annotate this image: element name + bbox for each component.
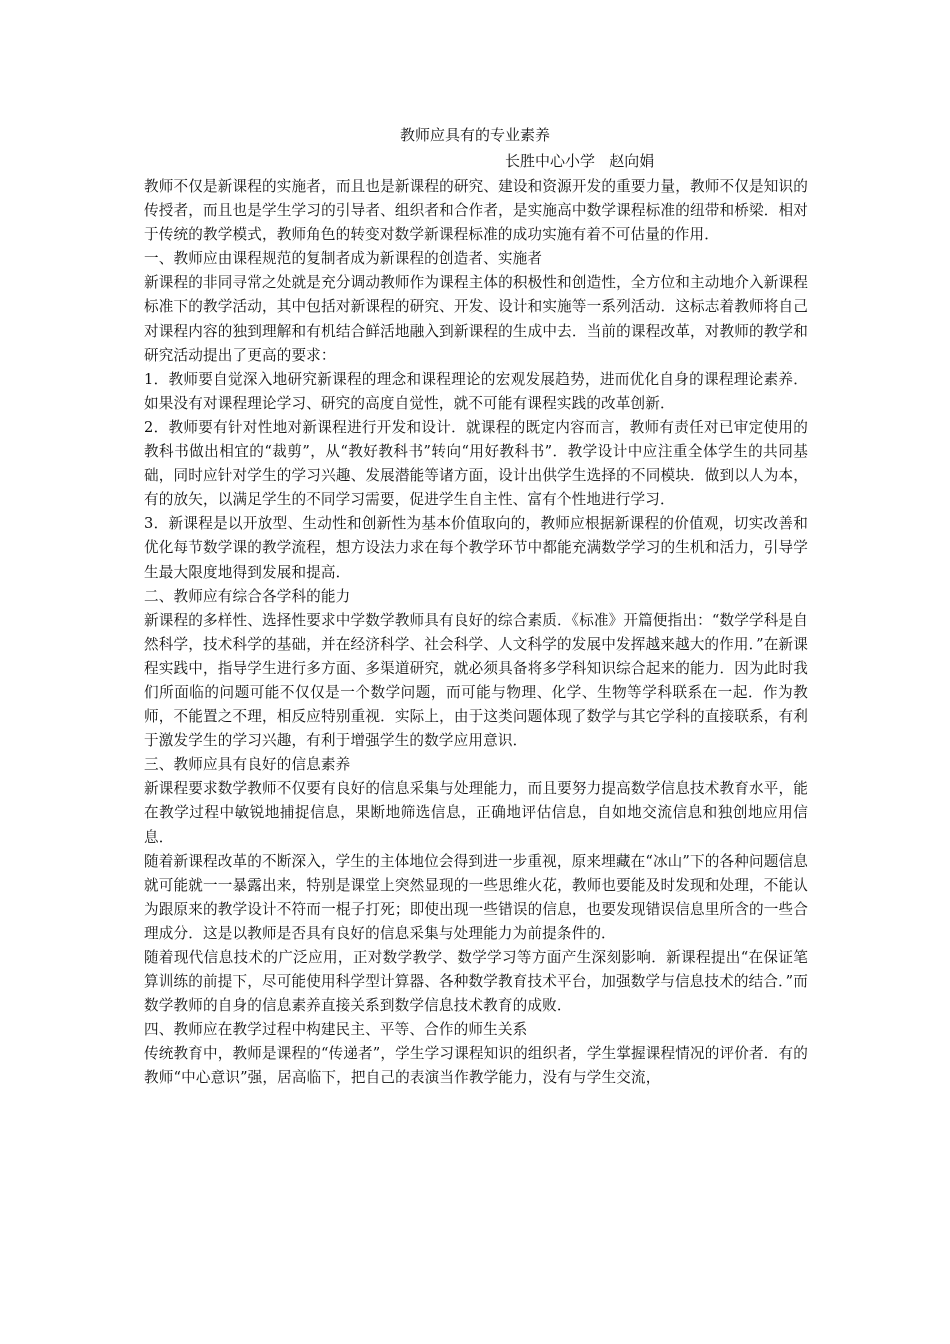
paragraph: 新课程要求数学教师不仅要有良好的信息采集与处理能力，而且要努力提高数学信息技术教育水平，能在教学过程中敏锐地捕捉信息，果断地筛选信息，正确地评估信息，自如地交流信息和独创地应用信息．	[144, 780, 808, 846]
document-body	[144, 175, 808, 1091]
section-heading-3: 三、教师应具有良好的信息素养	[144, 756, 351, 774]
paragraph: 传统教育中，教师是课程的“传递者”，学生学习课程知识的组织者，学生掌握课程情况的评价者．有的教师“中心意识”强，居高临下，把自己的表演当作教学能力，没有与学生交流，	[144, 1045, 808, 1087]
section-heading-2: 二、教师应有综合各学科的能力	[144, 587, 351, 605]
list-item-1: 1．教师要自觉深入地研究新课程的理念和课程理论的宏观发展趋势，进而优化自身的课程理论素养．如果没有对课程理论学习、研究的高度自觉性，就不可能有课程实践的改革创新．	[144, 370, 808, 412]
paragraph: 随着新课程改革的不断深入，学生的主体地位会得到进一步重视，原来埋藏在“冰山”下的各种问题信息就可能就一一暴露出来，特别是课堂上突然显现的一些思维火花，教师也要能及时发现和处理，不能认为跟原来的教学设计不符而一棍子打死；即使出现一些错误的信息，也要发现错误信息里所含的一些合理成分．这是以教师是否具有良好的信息采集与处理能力为前提条件的．	[144, 852, 808, 942]
document-title: 教师应具有的专业素养	[399, 126, 550, 144]
section-heading-1: 一、教师应由课程规范的复制者成为新课程的创造者、实施者	[144, 250, 543, 268]
author-line: 长胜中心小学 赵向娟	[505, 152, 655, 170]
list-item-2: 2．教师要有针对性地对新课程进行开发和设计．就课程的既定内容而言，教师有责任对已审定使用的教科书做出相宜的“裁剪”，从“教好教科书”转向“用好教科书”．教学设计中应注重全体学生的共同基础，同时应针对学生的学习兴趣、发展潜能等诸方面，设计出供学生选择的不同模块．做到以人为本，有的放矢，以满足学生的不同学习需要，促进学生自主性、富有个性地进行学习．	[144, 418, 808, 509]
paragraph: 新课程的多样性、选择性要求中学数学教师具有良好的综合素质．《标准》开篇便指出：“数学学科是自然科学，技术科学的基础，并在经济科学、社会科学、人文科学的发展中发挥越来越大的作用．”在新课程实践中，指导学生进行多方面、多渠道研究，就必须具备将多学科知识综合起来的能力．因为此时我们所面临的问题可能不仅仅是一个数学问题，而可能与物理、化学、生物等学科联系在一起．作为教师，不能置之不理，相反应特别重视．实际上，由于这类问题体现了数学与其它学科的直接联系，有利于激发学生的学习兴趣，有利于增强学生的数学应用意识．	[144, 611, 808, 750]
section-heading-4: 四、教师应在教学过程中构建民主、平等、合作的师生关系	[144, 1021, 528, 1039]
list-item-3: 3．新课程是以开放型、生动性和创新性为基本价值取向的，教师应根据新课程的价值观，切实改善和优化每节数学课的教学流程，想方设法力求在每个教学环节中都能充满数学学习的生机和活力，引导学生最大限度地得到发展和提高．	[144, 515, 808, 581]
paragraph: 新课程的非同寻常之处就是充分调动教师作为课程主体的积极性和创造性，全方位和主动地介入新课程标准下的教学活动，其中包括对新课程的研究、开发、设计和实施等一系列活动．这标志着教师将自己对课程内容的独到理解和有机结合鲜活地融入到新课程的生成中去．当前的课程改革，对教师的教学和研究活动提出了更高的要求：	[144, 274, 808, 364]
paragraph: 随着现代信息技术的广泛应用，正对数学教学、数学学习等方面产生深刻影响．新课程提出“在保证笔算训练的前提下，尽可能使用科学型计算器、各种数学教育技术平台，加强数学与信息技术的结合．”而数学教师的自身的信息素养直接关系到数学信息技术教育的成败．	[144, 949, 808, 1015]
intro-paragraph: 教师不仅是新课程的实施者，而且也是新课程的研究、建设和资源开发的重要力量，教师不仅是知识的传授者，而且也是学生学习的引导者、组织者和合作者，是实施高中数学课程标准的纽带和桥梁．相对于传统的教学模式，教师角色的转变对数学新课程标准的成功实施有着不可估量的作用．	[144, 178, 808, 244]
